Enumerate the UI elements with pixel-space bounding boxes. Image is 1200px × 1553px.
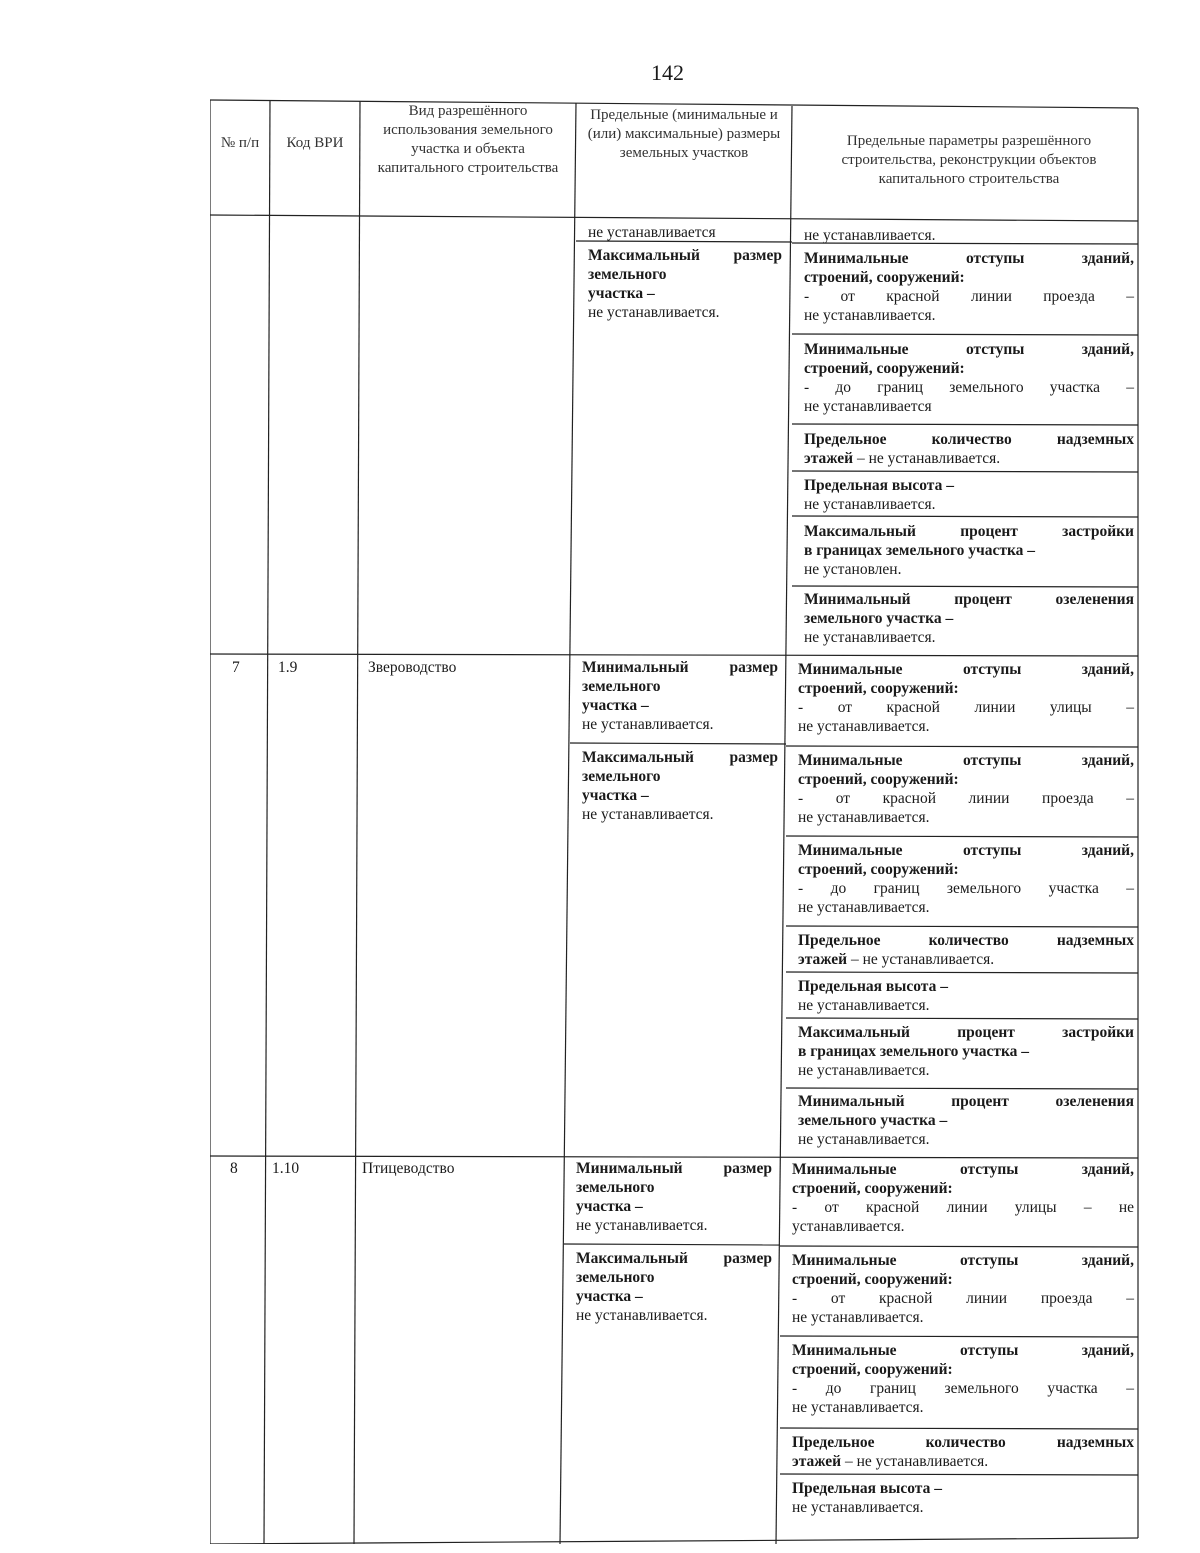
row-kind: Птицеводство — [362, 1160, 455, 1177]
param-setback-boundary — [804, 340, 1134, 416]
param-floors — [804, 430, 1134, 468]
param-value: не устанавливается. — [792, 1309, 924, 1326]
param-head: Минимальные отступы зданий, — [792, 1161, 1134, 1178]
param-subhead: земельного участка – — [804, 610, 954, 627]
header-kind: Вид разрешённого использования земельного участка и объекта капитального строительства — [377, 103, 559, 176]
param-subhead: строений, сооружений: — [792, 1180, 953, 1197]
param-value: не устанавливается. — [804, 496, 936, 513]
header-params: Предельные параметры разрешённого строительства, реконструкции объектов капитального строительства — [841, 133, 1097, 187]
row7-param-setback-street — [798, 660, 1134, 736]
param-head: Минимальные отступы зданий, — [798, 661, 1134, 678]
param-subhead: строений, сооружений: — [792, 1271, 953, 1288]
param-subhead: в границах земельного участка – — [798, 1043, 1030, 1060]
param-subhead: этажей — [798, 951, 848, 968]
page-number: 142 — [651, 60, 684, 85]
param-subhead: строений, сооружений: — [792, 1361, 953, 1378]
row8-param-setback-street — [792, 1160, 1134, 1236]
row7-max-size — [582, 748, 778, 824]
param-subhead: этажей — [804, 450, 854, 467]
size-head: Минимальный размер земельного — [576, 1160, 772, 1196]
param-value: не устанавливается. — [798, 1062, 930, 1079]
param-value: устанавливается. — [792, 1218, 905, 1235]
param-value: не устанавливается. — [792, 1499, 924, 1516]
row-number: 8 — [230, 1160, 238, 1177]
row7-param-green-percent — [798, 1092, 1134, 1149]
param-value: не устанавливается. — [798, 809, 930, 826]
param-detail: - от красной линии улицы – — [798, 699, 1134, 716]
param-height — [804, 476, 1134, 514]
param-build-percent — [804, 522, 1134, 579]
max-size-value: не устанавливается. — [588, 304, 720, 321]
row8-min-size — [576, 1159, 772, 1235]
continuation-max-size — [588, 246, 782, 322]
row7-param-height — [798, 977, 1134, 1015]
row-code: 1.10 — [272, 1160, 300, 1177]
param-setback-proezd — [804, 249, 1134, 325]
size-value: не устанавливается. — [576, 1307, 708, 1324]
header-size: Предельные (минимальные и (или) максимальные) размеры земельных участков — [587, 107, 781, 161]
param-head: Минимальный процент озеленения — [804, 591, 1134, 608]
size-value: не устанавливается. — [576, 1217, 708, 1234]
param-head: Максимальный процент застройки — [798, 1024, 1134, 1041]
param-head: Предельное количество надземных — [792, 1434, 1134, 1451]
size-head: Минимальный размер земельного — [582, 659, 778, 695]
param-head: Минимальные отступы зданий, — [792, 1342, 1134, 1359]
continuation-params-tail: не устанавливается. — [804, 227, 936, 244]
param-value: не устанавливается. — [798, 899, 930, 916]
param-head: Минимальные отступы зданий, — [798, 752, 1134, 769]
size-value: не устанавливается. — [582, 806, 714, 823]
row8-max-size — [576, 1249, 772, 1325]
param-detail: - от красной линии улицы – не — [792, 1199, 1134, 1216]
row7-param-floors — [798, 931, 1134, 969]
param-value: не устанавливается. — [798, 1131, 930, 1148]
param-value: не устанавливается — [804, 398, 932, 415]
param-head: Минимальные отступы зданий, — [804, 250, 1134, 267]
param-subhead: этажей — [792, 1453, 842, 1470]
max-size-head: Максимальный размер земельного — [588, 247, 782, 283]
max-size-last: участка – — [588, 285, 655, 302]
row7-param-setback-proezd — [798, 751, 1134, 827]
param-head: Предельная высота – — [804, 477, 954, 494]
row-kind: Звероводство — [368, 659, 457, 676]
param-subhead: строений, сооружений: — [798, 680, 959, 697]
continuation-size-tail: не устанавливается — [588, 224, 716, 241]
param-value: не устанавливается. — [804, 307, 936, 324]
row8-param-setback-boundary — [792, 1341, 1134, 1417]
param-head: Предельное количество надземных — [804, 431, 1134, 448]
param-subhead: строений, сооружений: — [798, 861, 959, 878]
row8-param-floors — [792, 1433, 1134, 1471]
row7-param-setback-boundary — [798, 841, 1134, 917]
regulations-table — [210, 98, 1140, 1544]
param-subhead: строений, сооружений: — [804, 360, 965, 377]
header-number: № п/п — [220, 135, 260, 151]
row7-min-size — [582, 658, 778, 734]
size-subhead: участка – — [576, 1288, 643, 1305]
param-subhead: в границах земельного участка – — [804, 542, 1036, 559]
param-value: не устанавливается. — [798, 997, 930, 1014]
param-detail: - от красной линии проезда – — [798, 790, 1134, 807]
param-detail: - от красной линии проезда – — [804, 288, 1134, 305]
row7-param-build-percent — [798, 1023, 1134, 1080]
param-value: не устанавливается. — [792, 1399, 924, 1416]
param-head: Предельная высота – — [798, 978, 948, 995]
param-value: не устанавливается. — [804, 629, 936, 646]
param-head: Минимальные отступы зданий, — [804, 341, 1134, 358]
param-head: Минимальные отступы зданий, — [798, 842, 1134, 859]
size-subhead: участка – — [582, 787, 649, 804]
param-detail: - от красной линии проезда – — [792, 1290, 1134, 1307]
row8-param-setback-proezd — [792, 1251, 1134, 1327]
param-detail: - до границ земельного участка – — [792, 1380, 1134, 1397]
param-head: Предельная высота – — [792, 1480, 942, 1497]
param-value: не устанавливается. — [798, 718, 930, 735]
param-head: Предельное количество надземных — [798, 932, 1134, 949]
row8-param-height — [792, 1479, 1134, 1517]
size-head: Максимальный размер земельного — [582, 749, 778, 785]
param-subhead: строений, сооружений: — [804, 269, 965, 286]
param-head: Максимальный процент застройки — [804, 523, 1134, 540]
row-code: 1.9 — [278, 659, 298, 676]
size-subhead: участка – — [582, 697, 649, 714]
param-head: Минимальный процент озеленения — [798, 1093, 1134, 1110]
param-value: – не устанавливается. — [847, 951, 995, 968]
param-value: – не устанавливается. — [841, 1453, 989, 1470]
param-subhead: строений, сооружений: — [798, 771, 959, 788]
param-value: не установлен. — [804, 561, 902, 578]
param-green-percent — [804, 590, 1134, 647]
size-head: Максимальный размер земельного — [576, 1250, 772, 1286]
header-code: Код ВРИ — [286, 135, 344, 151]
param-subhead: земельного участка – — [798, 1112, 948, 1129]
param-detail: - до границ земельного участка – — [804, 379, 1134, 396]
size-subhead: участка – — [576, 1198, 643, 1215]
size-value: не устанавливается. — [582, 716, 714, 733]
param-detail: - до границ земельного участка – — [798, 880, 1134, 897]
param-value: – не устанавливается. — [853, 450, 1001, 467]
param-head: Минимальные отступы зданий, — [792, 1252, 1134, 1269]
row-number: 7 — [232, 659, 240, 676]
